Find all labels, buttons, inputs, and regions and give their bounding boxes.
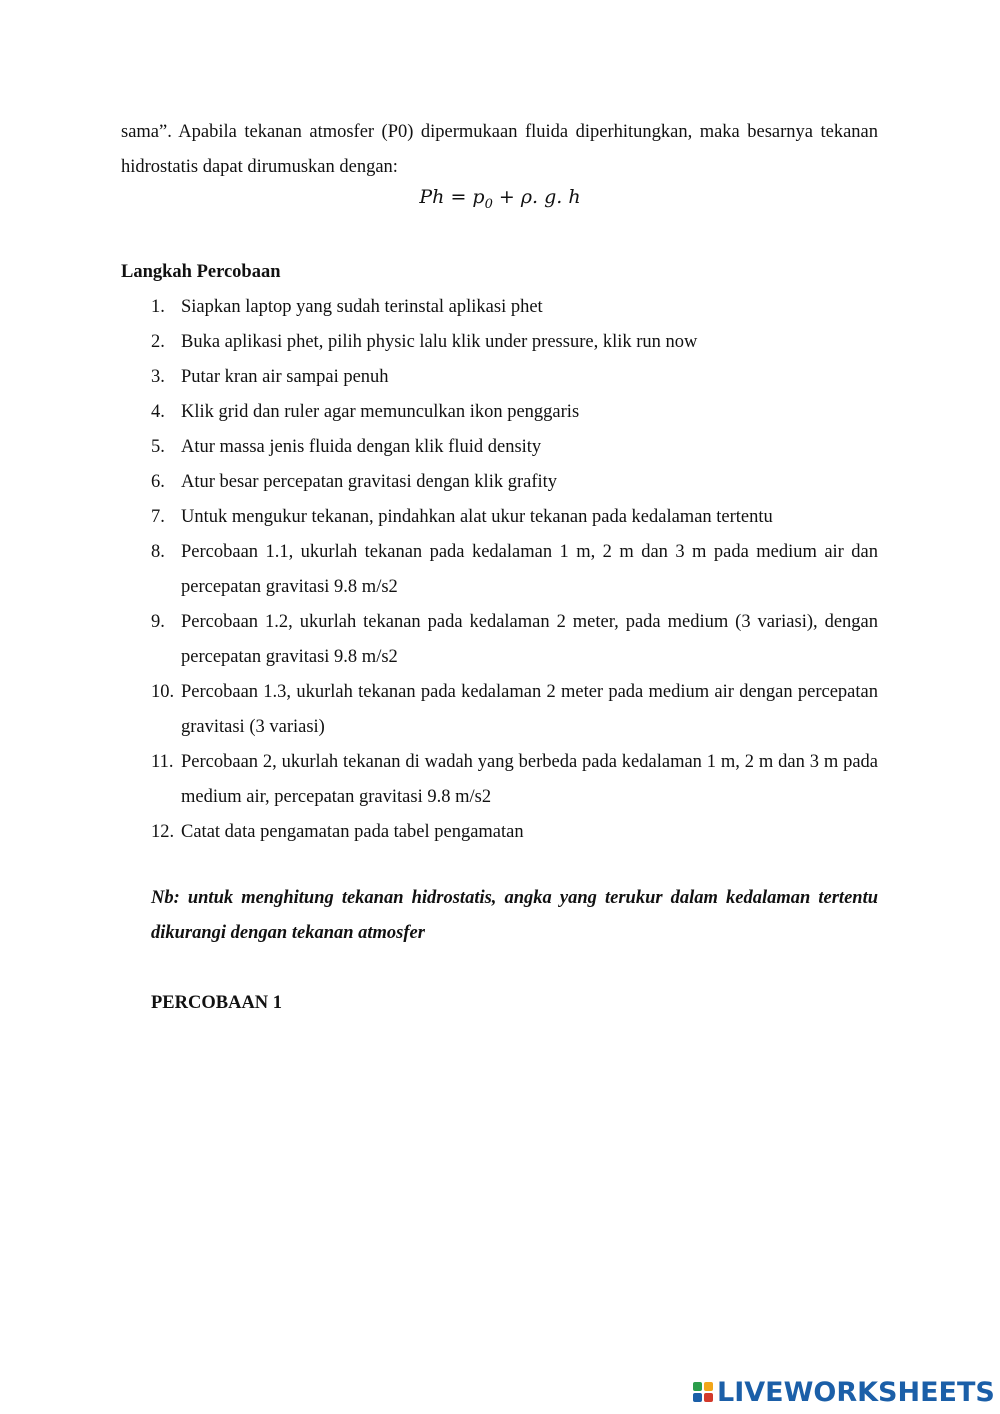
step-number: 2. xyxy=(151,332,165,352)
list-item xyxy=(151,815,878,850)
list-item xyxy=(151,500,878,535)
formula-lhs: Ph = p xyxy=(419,186,485,208)
logo-text: LIVEWORKSHEETS xyxy=(717,1376,995,1408)
step-text: Catat data pengamatan pada tabel pengamatan xyxy=(181,822,524,842)
step-text: Atur massa jenis fluida dengan klik fluid density xyxy=(181,437,542,457)
step-text: Siapkan laptop yang sudah terinstal aplikasi phet xyxy=(181,297,543,317)
step-number: 7. xyxy=(151,507,165,527)
step-text: Untuk mengukur tekanan, pindahkan alat ukur tekanan pada kedalaman tertentu xyxy=(181,507,773,527)
step-text: Percobaan 1.1, ukurlah tekanan pada kedalaman 1 m, 2 m dan 3 m pada medium air dan percepatan gravitasi 9.8 m/s2 xyxy=(181,542,878,597)
step-number: 5. xyxy=(151,437,165,457)
step-text: Percobaan 2, ukurlah tekanan di wadah yang berbeda pada kedalaman 1 m, 2 m dan 3 m pada medium air, percepatan gravitasi 9.8 m/s2 xyxy=(181,752,878,807)
note-paragraph: Nb: untuk menghitung tekanan hidrostatis, angka yang terukur dalam kedalaman tertentu dikurangi dengan tekanan atmosfer xyxy=(151,888,878,943)
formula-subscript: 0 xyxy=(484,196,493,212)
step-text: Buka aplikasi phet, pilih physic lalu klik under pressure, klik run now xyxy=(181,332,698,352)
liveworksheets-logo xyxy=(693,1374,995,1410)
steps-list xyxy=(151,290,878,850)
list-item xyxy=(151,675,878,745)
formula-rhs: + ρ. g. h xyxy=(492,186,581,208)
list-item xyxy=(151,605,878,675)
step-text: Percobaan 1.3, ukurlah tekanan pada kedalaman 2 meter pada medium air dengan percepatan gravitasi (3 variasi) xyxy=(181,682,878,737)
percobaan-heading: PERCOBAAN 1 xyxy=(151,993,283,1013)
step-number: 4. xyxy=(151,402,165,422)
list-item xyxy=(151,290,878,325)
logo-mark-icon xyxy=(693,1382,713,1402)
step-number: 11. xyxy=(151,752,174,772)
step-number: 8. xyxy=(151,542,165,562)
intro-paragraph: sama”. Apabila tekanan atmosfer (P0) dipermukaan fluida diperhitungkan, maka besarnya tekanan hidrostatis dapat dirumuskan dengan: xyxy=(121,122,878,177)
step-number: 3. xyxy=(151,367,165,387)
step-text: Putar kran air sampai penuh xyxy=(181,367,389,387)
hydrostatic-formula xyxy=(0,186,1000,212)
langkah-heading: Langkah Percobaan xyxy=(121,262,281,282)
list-item xyxy=(151,535,878,605)
step-number: 12. xyxy=(151,822,175,842)
list-item xyxy=(151,465,878,500)
list-item xyxy=(151,745,878,815)
list-item xyxy=(151,360,878,395)
step-number: 1. xyxy=(151,297,165,317)
list-item xyxy=(151,325,878,360)
list-item xyxy=(151,395,878,430)
step-number: 9. xyxy=(151,612,165,632)
step-text: Atur besar percepatan gravitasi dengan klik grafity xyxy=(181,472,558,492)
step-number: 6. xyxy=(151,472,165,492)
step-number: 10. xyxy=(151,682,175,702)
list-item xyxy=(151,430,878,465)
step-text: Percobaan 1.2, ukurlah tekanan pada kedalaman 2 meter, pada medium (3 variasi), dengan percepatan gravitasi 9.8 m/s2 xyxy=(181,612,878,667)
step-text: Klik grid dan ruler agar memunculkan ikon penggaris xyxy=(181,402,580,422)
